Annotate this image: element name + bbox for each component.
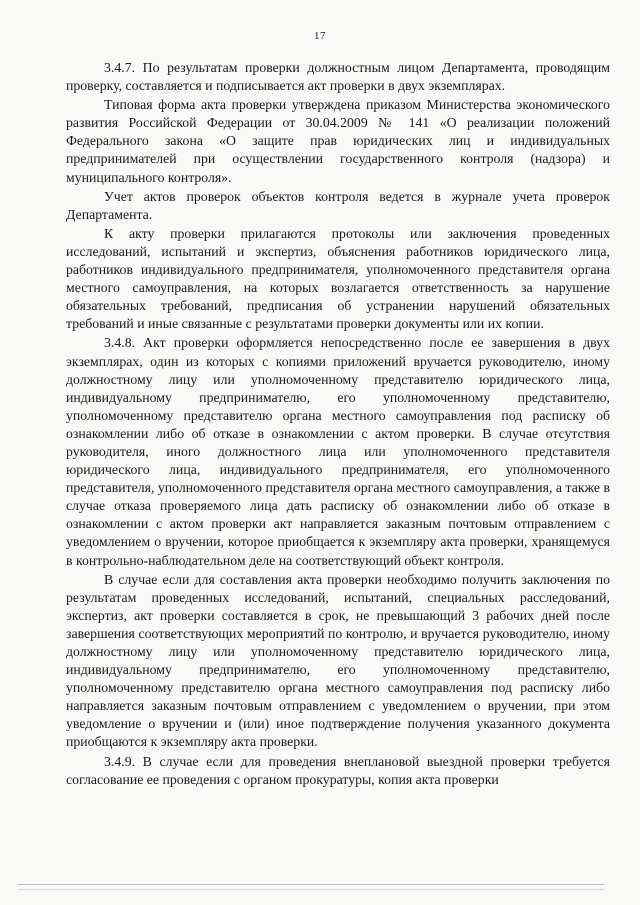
paragraph-attachments: К акту проверки прилагаются протоколы или заключения проведенных исследований, испытаний и экспертиз, объяснения работников юридического лица, работников индивидуального предпринимателя, уполномоченного представителя органа местного самоуправления, на которых возлагается ответственность за нарушение обязательных требований, предписания об устранении нарушений обязательных требований и иные связанные с результатами проверки документы или их копии. — [66, 225, 610, 332]
paragraph-3-4-7: 3.4.7. По результатам проверки должностным лицом Департамента, проводящим проверку, составляется и подписывается акт проверки в двух экземплярах. — [66, 60, 610, 94]
paragraph-conclusions-needed: В случае если для составления акта проверки необходимо получить заключения по результатам проведенных исследований, испытаний, специальных расследований, экспертиз, акт проверки составляется в срок, не превышающий 3 рабочих дней после завершения соответствующих мероприятий по контролю, и вручается руководителю, иному должностному лицу или уполномоченному представителю юридического лица, индивидуальному предпринимателю, его уполномоченному представителю, уполномоченному представителю органа местного самоуправления под расписку либо направляется заказным почтовым отправлением с уведомлением о вручении, при этом уведомление о вручении и (или) иное подтверждение получения указанного документа приобщаются к экземпляру акта проверки. — [66, 571, 610, 750]
bottom-scan-line-secondary — [18, 889, 604, 890]
document-body — [66, 59, 610, 789]
paragraph-inspection-log: Учет актов проверок объектов контроля ведется в журнале учета проверок Департамента. — [66, 188, 610, 222]
paragraph-3-4-8: 3.4.8. Акт проверки оформляется непосредственно после ее завершения в двух экземплярах, один из которых с копиями приложений вручается руководителю, иному должностному лицу или уполномоченному представителю юридического лица, индивидуальному предпринимателю, его уполномоченному представителю, уполномоченному представителю органа местного самоуправления под расписку об ознакомлении либо об отказе в ознакомлении с актом проверки. В случае отсутствия руководителя, иного должностного лица или уполномоченного представителя юридического лица, индивидуального предпринимателя, его уполномоченного представителя, уполномоченного представителя органа местного самоуправления, а также в случае отказа проверяемого лица дать расписку об ознакомлении либо об отказе в ознакомлении с актом проверки акт направляется заказным почтовым отправлением с уведомлением о вручении, которое приобщается к экземпляру акта проверки, хранящемуся в контрольно-наблюдательном деле на соответствующий объект контроля. — [66, 335, 610, 568]
paragraph-3-4-9: 3.4.9. В случае если для проведения внеплановой выездной проверки требуется согласование ее проведения с органом прокуратуры, копия акта проверки — [66, 753, 610, 787]
page-number: 17 — [314, 30, 326, 42]
bottom-scan-line — [18, 884, 604, 885]
paragraph-typical-form: Типовая форма акта проверки утверждена приказом Министерства экономического развития Российской Федерации от 30.04.2009 № 141 «О реализации положений Федерального закона «О защите прав юридических лиц и индивидуальных предпринимателей при осуществлении государственного контроля (надзора) и муниципального контроля». — [66, 97, 610, 185]
